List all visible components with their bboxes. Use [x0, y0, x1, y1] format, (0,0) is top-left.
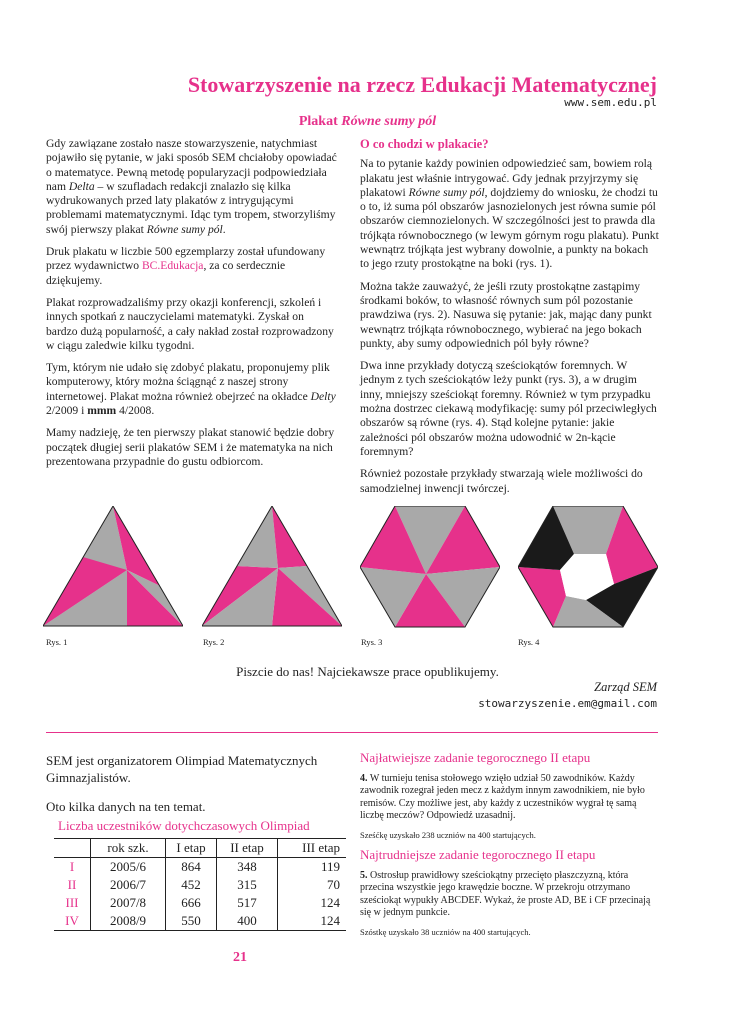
easiest-problem-text: 4. W turnieju tenisa stołowego wzięło udział 50 zawodników. Każdy zawodnik rozegrał jeden mecz z każdym innym zawodnikiem, nie było remisów. Czy możliwe jest, aby każdy z uczestników wygrał tę samą liczbę meczów? Odpowiedź uzasadnij. [360, 772, 645, 821]
signature: Zarząd SEM [594, 680, 657, 694]
poster-prefix: Plakat [298, 114, 342, 129]
left-column [46, 137, 338, 477]
easiest-problem-heading: Najłatwiejsze zadanie tegorocznego II etapu [360, 750, 591, 765]
olympiad-paragraph-2: Oto kilka danych na ten temat. [46, 799, 206, 814]
table-header-row [54, 839, 346, 858]
poster-title [0, 114, 735, 130]
right-column [360, 137, 660, 504]
right-paragraph-4: Również pozostałe przykłady stwarzają wiele możliwości do samodzielnej inwencji twórczej. [360, 467, 643, 495]
left-paragraph-4: Tym, którym nie udało się zdobyć plakatu, proponujemy plik komputerowy, który można ściągnąć z naszej strony internetowej. Plakat można również obejrzeć na okładce Delty 2/2009 i mmm 4/2008. [46, 361, 336, 418]
table-row: IV 2008/9 550 400 124 [54, 912, 346, 931]
hardest-problem-note: Szóstkę uzyskało 38 uczniów na 400 startujących. [360, 926, 531, 937]
table-title: Liczba uczestników dotychczasowych Olimpiad [58, 818, 310, 833]
easiest-problem-note: Sześćkę uzyskało 238 uczniów na 400 startujących. [360, 829, 536, 840]
call-to-action: Piszcie do nas! Najciekawsze prace opublikujemy. [236, 664, 499, 679]
figure-2-triangle [202, 506, 342, 628]
figure-3-caption: Rys. 3 [361, 637, 383, 647]
right-paragraph-2: Można także zauważyć, że jeśli rzuty prostokątne zastąpimy środkami boków, to własność równych sum pól pozostanie prawdziwa (rys. 2). Nasuwa się pytanie: jak, mając dany punkt wewnątrz trójkąta równobocznego, wybierać na jego bokach punkty, aby sumy odpowiednich pól były równe? [360, 279, 652, 350]
page-number: 21 [233, 950, 247, 965]
participants-table [54, 838, 346, 931]
problems-section [360, 752, 660, 944]
table-header: rok szk. [91, 839, 166, 858]
left-paragraph-2: Druk plakatu w liczbie 500 egzemplarzy został ufundowany przez wydawnictwo BC.Edukacja, za co serdecznie dziękujemy. [46, 245, 326, 287]
table-header: II etap [217, 839, 278, 858]
right-heading: O co chodzi w plakacie? [360, 137, 489, 151]
figure-4-caption: Rys. 4 [518, 637, 540, 647]
contact-email[interactable]: stowarzyszenie.em@gmail.com [478, 697, 657, 710]
figure-4-hexagon [518, 506, 658, 628]
figure-2-caption: Rys. 2 [203, 637, 225, 647]
bc-edukacja-link[interactable]: BC.Edukacja [141, 259, 204, 273]
figure-1-caption: Rys. 1 [46, 637, 68, 647]
olympiad-intro [46, 752, 346, 827]
table-header: I etap [166, 839, 217, 858]
left-paragraph-1: Gdy zawiązane zostało nasze stowarzyszenie, natychmiast pojawiło się pytanie, w jaki sposób SEM chciałoby opowiadać o matematyce. Pewną metodę popularyzacji podpowiedziała nam Delta – w szufladach redakcji znalazło się kilka wydrukowanych przed laty plakatów z intrygującymi problemami matematycznymi. Idąc tym tropem, stworzyliśmy swój pierwszy plakat Równe sumy pól. [46, 137, 337, 236]
table-row: I 2005/6 864 348 119 [54, 858, 346, 877]
figure-1-triangle [43, 506, 183, 628]
right-paragraph-1: Na to pytanie każdy powinien odpowiedzieć sam, bowiem rolą plakatu jest właśnie intrygować. Gdy jednak przyjrzymy się plakatowi Równe sumy pól, dojdziemy do wniosku, że chodzi tu o to, iż suma pól obszarów jasnozielonych jest równa sumie pól obszarów ciemnozielonych. W szczególności jest to prawda dla trójkąta równobocznego (w lewym górnym rogu plakatu). Punkt wewnątrz trójkąta jest wybrany dowolnie, a punkty na bokach to jego rzuty prostokątne na boki (rys. 1). [360, 157, 659, 271]
figure-3-hexagon [360, 506, 500, 628]
table-row: II 2006/7 452 315 70 [54, 876, 346, 894]
poster-name: Równe sumy pól [341, 114, 437, 129]
table-header: III etap [278, 839, 347, 858]
left-paragraph-5: Mamy nadzieję, że ten pierwszy plakat stanowić będzie dobry początek długiej serii plakatów SEM i że matematyka na nich prezentowana przypadnie do gustu odbiorcom. [46, 426, 335, 468]
header-url[interactable]: www.sem.edu.pl [564, 96, 657, 109]
table-row: III 2007/8 666 517 124 [54, 894, 346, 912]
header-title: Stowarzyszenie na rzecz Edukacji Matematycznej [187, 72, 657, 97]
left-paragraph-3: Plakat rozprowadzaliśmy przy okazji konferencji, szkoleń i innych spotkań z nauczycielami matematyki. Zyskał on bardzo dużą popularność, a cały nakład został rozprowadzony w ciągu zaledwie kilku tygodni. [46, 295, 334, 352]
right-paragraph-3: Dwa inne przykłady dotyczą sześciokątów foremnych. W jednym z tych sześciokątów leży punkt (rys. 3), a w drugim inny, mniejszy sześciokąt foremny. Również w tym przypadku można dostrzec ciekawą modyfikację: sumy pól przeciwległych obszarów są równe (rys. 4). Stąd kolejne pytanie: jakie zależności pól obszarów można udowodnić w 2n-kącie foremnym? [360, 359, 657, 458]
hardest-problem-heading: Najtrudniejsze zadanie tegorocznego II etapu [360, 847, 596, 862]
hardest-problem-text: 5. Ostrosłup prawidłowy sześciokątny przecięto płaszczyzną, która przecina wszystkie jego krawędzie boczne. W przekroju otrzymano sześciokąt wypukły ABCDEF. Wykaż, że proste AD, BE i CF przecinają się w jednym punkcie. [360, 869, 651, 918]
olympiad-paragraph-1: SEM jest organizatorem Olimpiad Matematycznych Gimnazjalistów. [46, 753, 318, 785]
section-divider [46, 732, 658, 733]
table-header [54, 839, 91, 858]
